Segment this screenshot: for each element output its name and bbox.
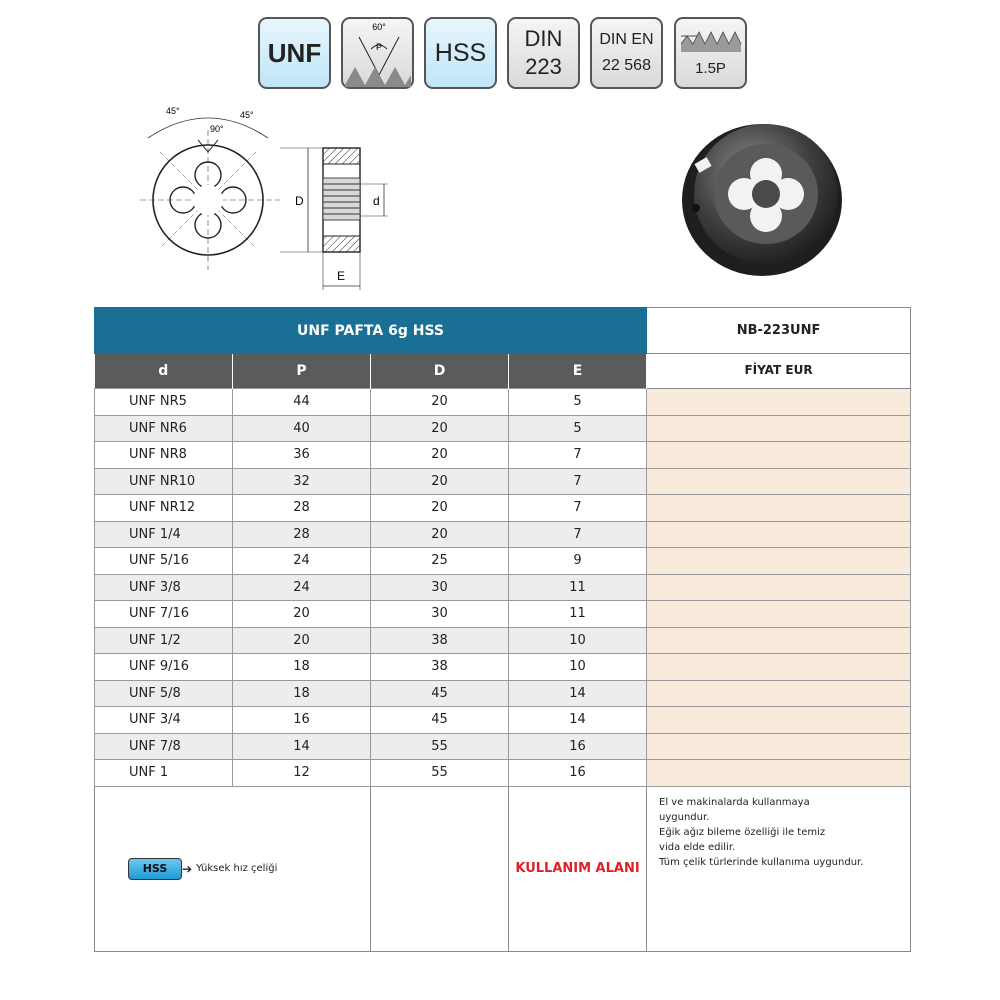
cell-thickness: 5	[509, 415, 647, 442]
cell-size: UNF 3/8	[95, 574, 233, 601]
cell-price	[647, 415, 911, 442]
cell-thickness: 5	[509, 389, 647, 416]
empty-cell	[371, 786, 509, 951]
cell-price	[647, 760, 911, 787]
usage-notes	[647, 786, 911, 951]
cell-price	[647, 548, 911, 575]
cell-outer-diameter: 30	[371, 574, 509, 601]
cell-price	[647, 601, 911, 628]
usage-note-line: Eğik ağız bileme özelliği ile temiz	[659, 826, 826, 838]
usage-note-line: Tüm çelik türlerinde kullanıma uygundur.	[659, 856, 864, 868]
cell-outer-diameter: 45	[371, 680, 509, 707]
svg-text:d: d	[373, 194, 380, 208]
cell-size: UNF NR6	[95, 415, 233, 442]
cell-outer-diameter: 20	[371, 521, 509, 548]
table-row	[95, 495, 911, 522]
unf-die-table	[94, 307, 911, 952]
table-row	[95, 468, 911, 495]
table-row	[95, 548, 911, 575]
svg-text:90°: 90°	[210, 124, 224, 134]
thread-profile-badge	[341, 17, 414, 89]
cell-thickness: 7	[509, 468, 647, 495]
cell-pitch: 14	[233, 733, 371, 760]
column-header-price: FİYAT EUR	[647, 354, 911, 389]
table-row	[95, 389, 911, 416]
table-row	[95, 654, 911, 681]
svg-text:P: P	[375, 42, 383, 52]
cell-pitch: 20	[233, 601, 371, 628]
table-row	[95, 733, 911, 760]
cell-outer-diameter: 20	[371, 495, 509, 522]
din-en-badge: DIN EN 22 568	[590, 17, 663, 89]
svg-text:E: E	[337, 269, 346, 283]
cell-size: UNF 3/4	[95, 707, 233, 734]
column-header-outer-d: D	[371, 354, 509, 389]
cell-price	[647, 680, 911, 707]
cell-thickness: 11	[509, 574, 647, 601]
hss-legend-chip: HSS	[128, 858, 182, 880]
svg-text:D: D	[295, 194, 304, 208]
cell-outer-diameter: 38	[371, 627, 509, 654]
table-row	[95, 707, 911, 734]
cell-size: UNF 9/16	[95, 654, 233, 681]
svg-text:45°: 45°	[240, 110, 254, 120]
cell-pitch: 32	[233, 468, 371, 495]
chamfer-badge: 1.5P	[674, 17, 747, 89]
cell-pitch: 28	[233, 495, 371, 522]
chamfer-thread-icon	[679, 30, 743, 54]
din-badge: DIN 223	[507, 17, 580, 89]
usage-note-line: uygundur.	[659, 811, 710, 823]
usage-area-label: KULLANIM ALANI	[509, 786, 647, 951]
cell-outer-diameter: 45	[371, 707, 509, 734]
column-header-d: d	[95, 354, 233, 389]
cell-pitch: 44	[233, 389, 371, 416]
table-row	[95, 521, 911, 548]
cell-size: UNF NR8	[95, 442, 233, 469]
cell-outer-diameter: 20	[371, 415, 509, 442]
table-row	[95, 574, 911, 601]
cell-thickness: 7	[509, 495, 647, 522]
cell-pitch: 28	[233, 521, 371, 548]
cell-size: UNF NR10	[95, 468, 233, 495]
hss-badge: HSS	[424, 17, 497, 89]
usage-note-line: vida elde edilir.	[659, 841, 736, 853]
cell-pitch: 36	[233, 442, 371, 469]
cell-size: UNF NR12	[95, 495, 233, 522]
table-row	[95, 627, 911, 654]
cell-thickness: 14	[509, 707, 647, 734]
cell-pitch: 40	[233, 415, 371, 442]
die-product-photo	[676, 110, 846, 280]
die-technical-drawing	[130, 100, 400, 295]
table-row	[95, 680, 911, 707]
cell-outer-diameter: 55	[371, 760, 509, 787]
cell-pitch: 18	[233, 680, 371, 707]
arrow-right-icon: ➔	[182, 861, 193, 876]
cell-pitch: 12	[233, 760, 371, 787]
table-row	[95, 760, 911, 787]
cell-pitch: 16	[233, 707, 371, 734]
cell-size: UNF 1/4	[95, 521, 233, 548]
cell-price	[647, 521, 911, 548]
svg-text:45°: 45°	[166, 106, 180, 116]
column-header-e: E	[509, 354, 647, 389]
cell-outer-diameter: 20	[371, 468, 509, 495]
cell-thickness: 7	[509, 442, 647, 469]
hss-legend-cell	[95, 786, 371, 951]
cell-outer-diameter: 20	[371, 442, 509, 469]
cell-price	[647, 495, 911, 522]
cell-price	[647, 442, 911, 469]
cell-size: UNF 7/16	[95, 601, 233, 628]
cell-size: UNF 1	[95, 760, 233, 787]
svg-text:60°: 60°	[372, 22, 386, 32]
cell-pitch: 20	[233, 627, 371, 654]
cell-thickness: 10	[509, 654, 647, 681]
column-header-p: P	[233, 354, 371, 389]
cell-price	[647, 733, 911, 760]
cell-thickness: 9	[509, 548, 647, 575]
product-code: NB-223UNF	[647, 308, 911, 354]
cell-outer-diameter: 20	[371, 389, 509, 416]
table-row	[95, 601, 911, 628]
cell-price	[647, 389, 911, 416]
cell-thickness: 11	[509, 601, 647, 628]
cell-size: UNF 1/2	[95, 627, 233, 654]
thread-profile-icon	[343, 19, 412, 87]
cell-size: UNF 5/8	[95, 680, 233, 707]
usage-note-line: El ve makinalarda kullanmaya	[659, 796, 810, 808]
cell-outer-diameter: 30	[371, 601, 509, 628]
table-row	[95, 415, 911, 442]
cell-pitch: 18	[233, 654, 371, 681]
cell-thickness: 16	[509, 760, 647, 787]
cell-outer-diameter: 55	[371, 733, 509, 760]
table-title: UNF PAFTA 6g HSS	[95, 308, 647, 354]
cell-thickness: 7	[509, 521, 647, 548]
cell-thickness: 14	[509, 680, 647, 707]
cell-pitch: 24	[233, 548, 371, 575]
cell-outer-diameter: 38	[371, 654, 509, 681]
hss-legend-text: Yüksek hız çeliği	[196, 863, 278, 874]
cell-price	[647, 707, 911, 734]
cell-price	[647, 468, 911, 495]
cell-outer-diameter: 25	[371, 548, 509, 575]
cell-size: UNF NR5	[95, 389, 233, 416]
cell-size: UNF 7/8	[95, 733, 233, 760]
cell-pitch: 24	[233, 574, 371, 601]
cell-thickness: 10	[509, 627, 647, 654]
unf-badge: UNF	[258, 17, 331, 89]
table-row	[95, 442, 911, 469]
cell-price	[647, 654, 911, 681]
cell-price	[647, 627, 911, 654]
cell-price	[647, 574, 911, 601]
cell-thickness: 16	[509, 733, 647, 760]
cell-size: UNF 5/16	[95, 548, 233, 575]
